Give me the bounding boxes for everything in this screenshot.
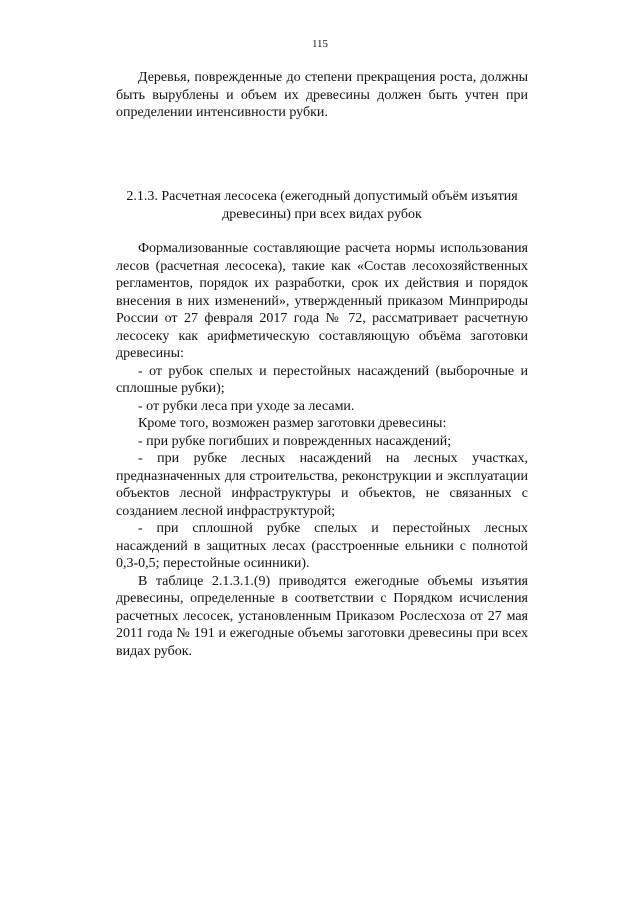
intro-block <box>116 69 528 122</box>
list-item-mature-stands: - от рубок спелых и перестойных насаждений (выборочные и сплошные рубки); <box>116 363 528 396</box>
list-item-forest-care: - от рубки леса при уходе за лесами. <box>138 398 355 414</box>
list-item-dead-stands: - при рубке погибших и поврежденных насаждений; <box>138 433 452 449</box>
paragraph-formalized-components: Формализованные составляющие расчета нормы использования лесов (расчетная лесосека), такие как «Состав лесохозяйственных регламентов, порядок их разработки, срок их действия и порядок внесения в них изменений», утвержденный приказом Минприроды России от 27 февраля 2017 года № 72, рассматривает расчетную лесосеку как арифметическую составляющую объёма заготовки древесины: <box>116 241 528 361</box>
section-body <box>116 240 528 660</box>
section-heading-line-2: древесины) при всех видах рубок <box>222 206 422 222</box>
paragraph-additional-harvest: Кроме того, возможен размер заготовки древесины: <box>138 416 447 431</box>
intro-paragraph: Деревья, поврежденные до степени прекращения роста, должны быть вырублены и объем их древесины должен быть учтен при определении интенсивности рубки. <box>116 70 528 120</box>
paragraph-table-reference: В таблице 2.1.3.1.(9) приводятся ежегодные объемы изъятия древесины, определенные в соответствии с Порядком исчисления расчетных лесосек, установленным Приказом Рослесхоза от 27 мая 2011 года № 191 и ежегодные объемы заготовки древесины при всех видах рубок. <box>116 573 528 659</box>
list-item-protective-forests: - при сплошной рубке спелых и перестойных лесных насаждений в защитных лесах (расстроенные ельники с полнотой 0,3-0,5; перестойные осинники). <box>116 521 528 571</box>
page-number: 115 <box>311 38 329 50</box>
section-heading <box>116 188 528 223</box>
list-item-construction-sites: - при рубке лесных насаждений на лесных участках, предназначенных для строительства, реконструкции и эксплуатации объектов лесной инфраструктуры и объектов, не связанных с созданием лесной инфраструктурой; <box>116 451 528 519</box>
section-heading-line-1: 2.1.3. Расчетная лесосека (ежегодный допустимый объём изъятия <box>126 189 518 204</box>
